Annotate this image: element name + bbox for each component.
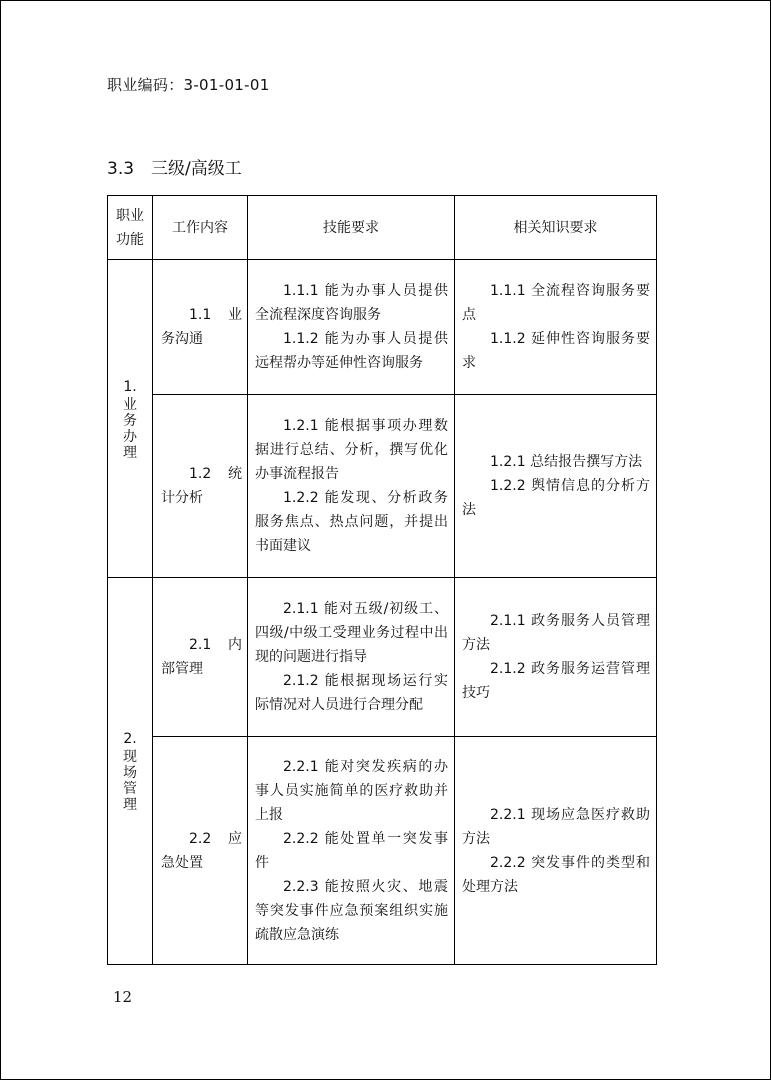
skill-item: 2.1.1 能对五级/初级工、四级/中级工受理业务过程中出现的问题进行指导: [255, 601, 448, 665]
header-skills: 技能要求: [248, 196, 455, 260]
work-content-cell: [153, 737, 248, 965]
table-row: [108, 395, 657, 578]
skills-cell: [248, 395, 455, 578]
header-work: 工作内容: [153, 196, 248, 260]
skill-item: 2.2.1 能对突发疾病的办事人员实施简单的医疗救助并上报: [255, 758, 448, 823]
function-name: 业务办理: [123, 396, 137, 461]
work-content-cell: [153, 395, 248, 578]
knowledge-item: 1.1.2 延伸性咨询服务要求: [462, 331, 650, 371]
work-content-cell: [153, 578, 248, 737]
function-cell: [108, 578, 153, 965]
section-title: 三级/高级工: [151, 159, 242, 179]
occupation-code: 职业编码：3-01-01-01: [107, 76, 270, 94]
knowledge-item: 2.1.2 政务服务运营管理技巧: [462, 661, 650, 701]
work-content-text: 1.1 业务沟通: [161, 307, 242, 347]
table-row: [108, 260, 657, 395]
knowledge-cell: [455, 395, 657, 578]
knowledge-item: 2.2.2 突发事件的类型和处理方法: [462, 854, 650, 895]
function-number: 2.: [123, 731, 137, 747]
skill-item: 1.2.1 能根据事项办理数据进行总结、分析，撰写优化办事流程报告: [255, 418, 448, 482]
function-number: 1.: [123, 378, 137, 395]
table-row: [108, 737, 657, 965]
skill-item: 1.1.2 能为办事人员提供远程帮办等延伸性咨询服务: [255, 331, 448, 371]
knowledge-cell: [455, 260, 657, 395]
skills-cell: [248, 578, 455, 737]
knowledge-cell: [455, 578, 657, 737]
header-function: 职业功能: [108, 196, 153, 260]
function-cell: [108, 260, 153, 578]
skill-item: 1.1.1 能为办事人员提供全流程深度咨询服务: [255, 283, 448, 323]
header-knowledge: 相关知识要求: [455, 196, 657, 260]
skill-item: 2.2.2 能处置单一突发事件: [255, 830, 448, 871]
skills-cell: [248, 737, 455, 965]
knowledge-item: 1.1.1 全流程咨询服务要点: [462, 283, 650, 323]
skill-item: 2.2.3 能按照火灾、地震等突发事件应急预案组织实施疏散应急演练: [255, 878, 448, 943]
skills-table: [107, 195, 657, 965]
knowledge-item: 1.2.1 总结报告撰写方法: [490, 454, 643, 470]
knowledge-item: 2.2.1 现场应急医疗救助方法: [462, 806, 650, 847]
knowledge-item: 1.2.2 舆情信息的分析方法: [462, 478, 650, 518]
work-content-cell: [153, 260, 248, 395]
page-number: 12: [113, 988, 133, 1006]
skill-item: 2.1.2 能根据现场运行实际情况对人员进行合理分配: [255, 673, 448, 713]
skill-item: 1.2.2 能发现、分析政务服务焦点、热点问题，并提出书面建议: [255, 490, 448, 554]
section-number: 3.3: [107, 159, 135, 179]
work-content-text: 2.2 应急处置: [161, 830, 242, 871]
table-row: [108, 578, 657, 737]
work-content-text: 1.2 统计分析: [161, 466, 242, 506]
function-name: 现场管理: [123, 749, 137, 813]
knowledge-item: 2.1.1 政务服务人员管理方法: [462, 613, 650, 653]
knowledge-cell: [455, 737, 657, 965]
skills-cell: [248, 260, 455, 395]
work-content-text: 2.1 内部管理: [161, 637, 242, 677]
table-header-row: [108, 196, 657, 260]
section-heading: [107, 154, 242, 179]
